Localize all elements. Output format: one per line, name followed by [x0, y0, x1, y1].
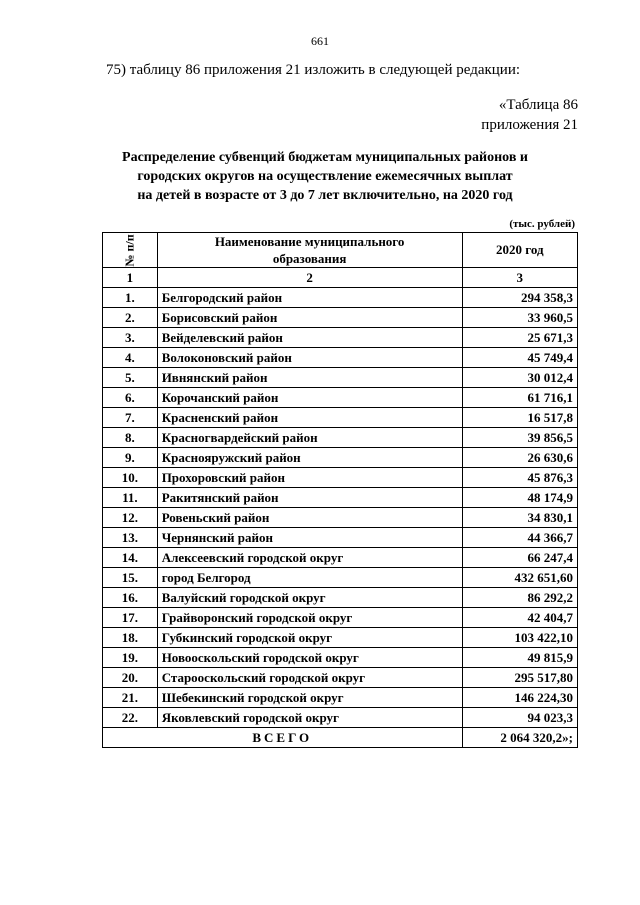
row-name-cell: Корочанский район — [157, 388, 462, 408]
document-title — [80, 148, 570, 205]
row-name-cell: город Белгород — [157, 568, 462, 588]
row-value-cell: 25 671,3 — [462, 328, 577, 348]
row-name-cell: Губкинский городской округ — [157, 628, 462, 648]
row-number-cell: 14. — [103, 548, 158, 568]
row-name-cell: Ровеньский район — [157, 508, 462, 528]
row-number-cell: 4. — [103, 348, 158, 368]
row-value-cell: 103 422,10 — [462, 628, 577, 648]
header-number-label: № п/п — [122, 234, 137, 267]
row-number-cell: 17. — [103, 608, 158, 628]
row-number-cell: 22. — [103, 708, 158, 728]
row-name-cell: Старооскольский городской округ — [157, 668, 462, 688]
row-value-cell: 39 856,5 — [462, 428, 577, 448]
row-value-cell: 49 815,9 — [462, 648, 577, 668]
table-row — [103, 568, 578, 588]
table-reference-line2: приложения 21 — [481, 117, 578, 133]
table-row — [103, 428, 578, 448]
header-name-line2: образования — [272, 251, 347, 266]
row-value-cell: 295 517,80 — [462, 668, 577, 688]
row-number-cell: 12. — [103, 508, 158, 528]
table-row — [103, 668, 578, 688]
row-number-cell: 16. — [103, 588, 158, 608]
row-number-cell: 8. — [103, 428, 158, 448]
row-name-cell: Валуйский городской округ — [157, 588, 462, 608]
table-row — [103, 708, 578, 728]
column-index-cell: 2 — [157, 268, 462, 288]
total-row — [103, 728, 578, 748]
row-value-cell: 45 876,3 — [462, 468, 577, 488]
row-value-cell: 294 358,3 — [462, 288, 577, 308]
table-row — [103, 648, 578, 668]
row-value-cell: 66 247,4 — [462, 548, 577, 568]
row-number-cell: 3. — [103, 328, 158, 348]
table-row — [103, 588, 578, 608]
row-name-cell: Новооскольский городской округ — [157, 648, 462, 668]
row-number-cell: 10. — [103, 468, 158, 488]
row-value-cell: 16 517,8 — [462, 408, 577, 428]
row-value-cell: 30 012,4 — [462, 368, 577, 388]
table-row — [103, 548, 578, 568]
row-name-cell: Вейделевский район — [157, 328, 462, 348]
row-value-cell: 61 716,1 — [462, 388, 577, 408]
row-number-cell: 13. — [103, 528, 158, 548]
table-row — [103, 528, 578, 548]
row-value-cell: 26 630,6 — [462, 448, 577, 468]
row-name-cell: Борисовский район — [157, 308, 462, 328]
row-number-cell: 1. — [103, 288, 158, 308]
row-name-cell: Красненский район — [157, 408, 462, 428]
table-reference-line1: «Таблица 86 — [498, 97, 578, 113]
row-number-cell: 2. — [103, 308, 158, 328]
column-index-cell: 3 — [462, 268, 577, 288]
row-number-cell: 6. — [103, 388, 158, 408]
table-row — [103, 348, 578, 368]
table-row — [103, 288, 578, 308]
row-number-cell: 19. — [103, 648, 158, 668]
total-label: ВСЕГО — [103, 728, 463, 748]
row-name-cell: Волоконовский район — [157, 348, 462, 368]
title-line2: городских округов на осуществление ежемесячных выплат — [137, 169, 513, 184]
header-number — [103, 233, 158, 268]
table-row — [103, 388, 578, 408]
table-row — [103, 308, 578, 328]
header-name — [157, 233, 462, 268]
row-name-cell: Чернянский район — [157, 528, 462, 548]
table-row — [103, 328, 578, 348]
title-line1: Распределение субвенций бюджетам муниципальных районов и — [122, 150, 528, 165]
table-reference — [481, 95, 578, 135]
row-value-cell: 48 174,9 — [462, 488, 577, 508]
table-row — [103, 408, 578, 428]
row-number-cell: 9. — [103, 448, 158, 468]
table-row — [103, 688, 578, 708]
row-value-cell: 42 404,7 — [462, 608, 577, 628]
table-row — [103, 628, 578, 648]
header-name-line1: Наименование муниципального — [214, 234, 405, 249]
row-number-cell: 15. — [103, 568, 158, 588]
subvention-table — [102, 232, 578, 748]
row-value-cell: 146 224,30 — [462, 688, 577, 708]
row-number-cell: 5. — [103, 368, 158, 388]
row-value-cell: 432 651,60 — [462, 568, 577, 588]
intro-text: 75) таблицу 86 приложения 21 изложить в следующей редакции: — [106, 62, 521, 78]
table-row — [103, 488, 578, 508]
row-value-cell: 33 960,5 — [462, 308, 577, 328]
row-name-cell: Белгородский район — [157, 288, 462, 308]
units-label: (тыс. рублей) — [509, 218, 575, 230]
row-value-cell: 94 023,3 — [462, 708, 577, 728]
row-name-cell: Яковлевский городской округ — [157, 708, 462, 728]
column-index-row — [103, 268, 578, 288]
row-name-cell: Алексеевский городской округ — [157, 548, 462, 568]
row-name-cell: Красногвардейский район — [157, 428, 462, 448]
row-value-cell: 45 749,4 — [462, 348, 577, 368]
table-header-row — [103, 233, 578, 268]
row-number-cell: 18. — [103, 628, 158, 648]
title-line3: на детей в возрасте от 3 до 7 лет включительно, на 2020 год — [137, 188, 513, 203]
row-value-cell: 86 292,2 — [462, 588, 577, 608]
table-row — [103, 608, 578, 628]
page-number: 661 — [311, 34, 329, 48]
header-year: 2020 год — [462, 233, 577, 268]
row-number-cell: 11. — [103, 488, 158, 508]
row-value-cell: 34 830,1 — [462, 508, 577, 528]
table-row — [103, 508, 578, 528]
column-index-cell: 1 — [103, 268, 158, 288]
table-row — [103, 448, 578, 468]
row-name-cell: Ракитянский район — [157, 488, 462, 508]
total-value: 2 064 320,2»; — [462, 728, 577, 748]
row-name-cell: Грайворонский городской округ — [157, 608, 462, 628]
table-row — [103, 368, 578, 388]
row-name-cell: Ивнянский район — [157, 368, 462, 388]
row-name-cell: Прохоровский район — [157, 468, 462, 488]
row-number-cell: 21. — [103, 688, 158, 708]
row-value-cell: 44 366,7 — [462, 528, 577, 548]
row-name-cell: Шебекинский городской округ — [157, 688, 462, 708]
row-number-cell: 7. — [103, 408, 158, 428]
row-number-cell: 20. — [103, 668, 158, 688]
table-row — [103, 468, 578, 488]
row-name-cell: Краснояружский район — [157, 448, 462, 468]
